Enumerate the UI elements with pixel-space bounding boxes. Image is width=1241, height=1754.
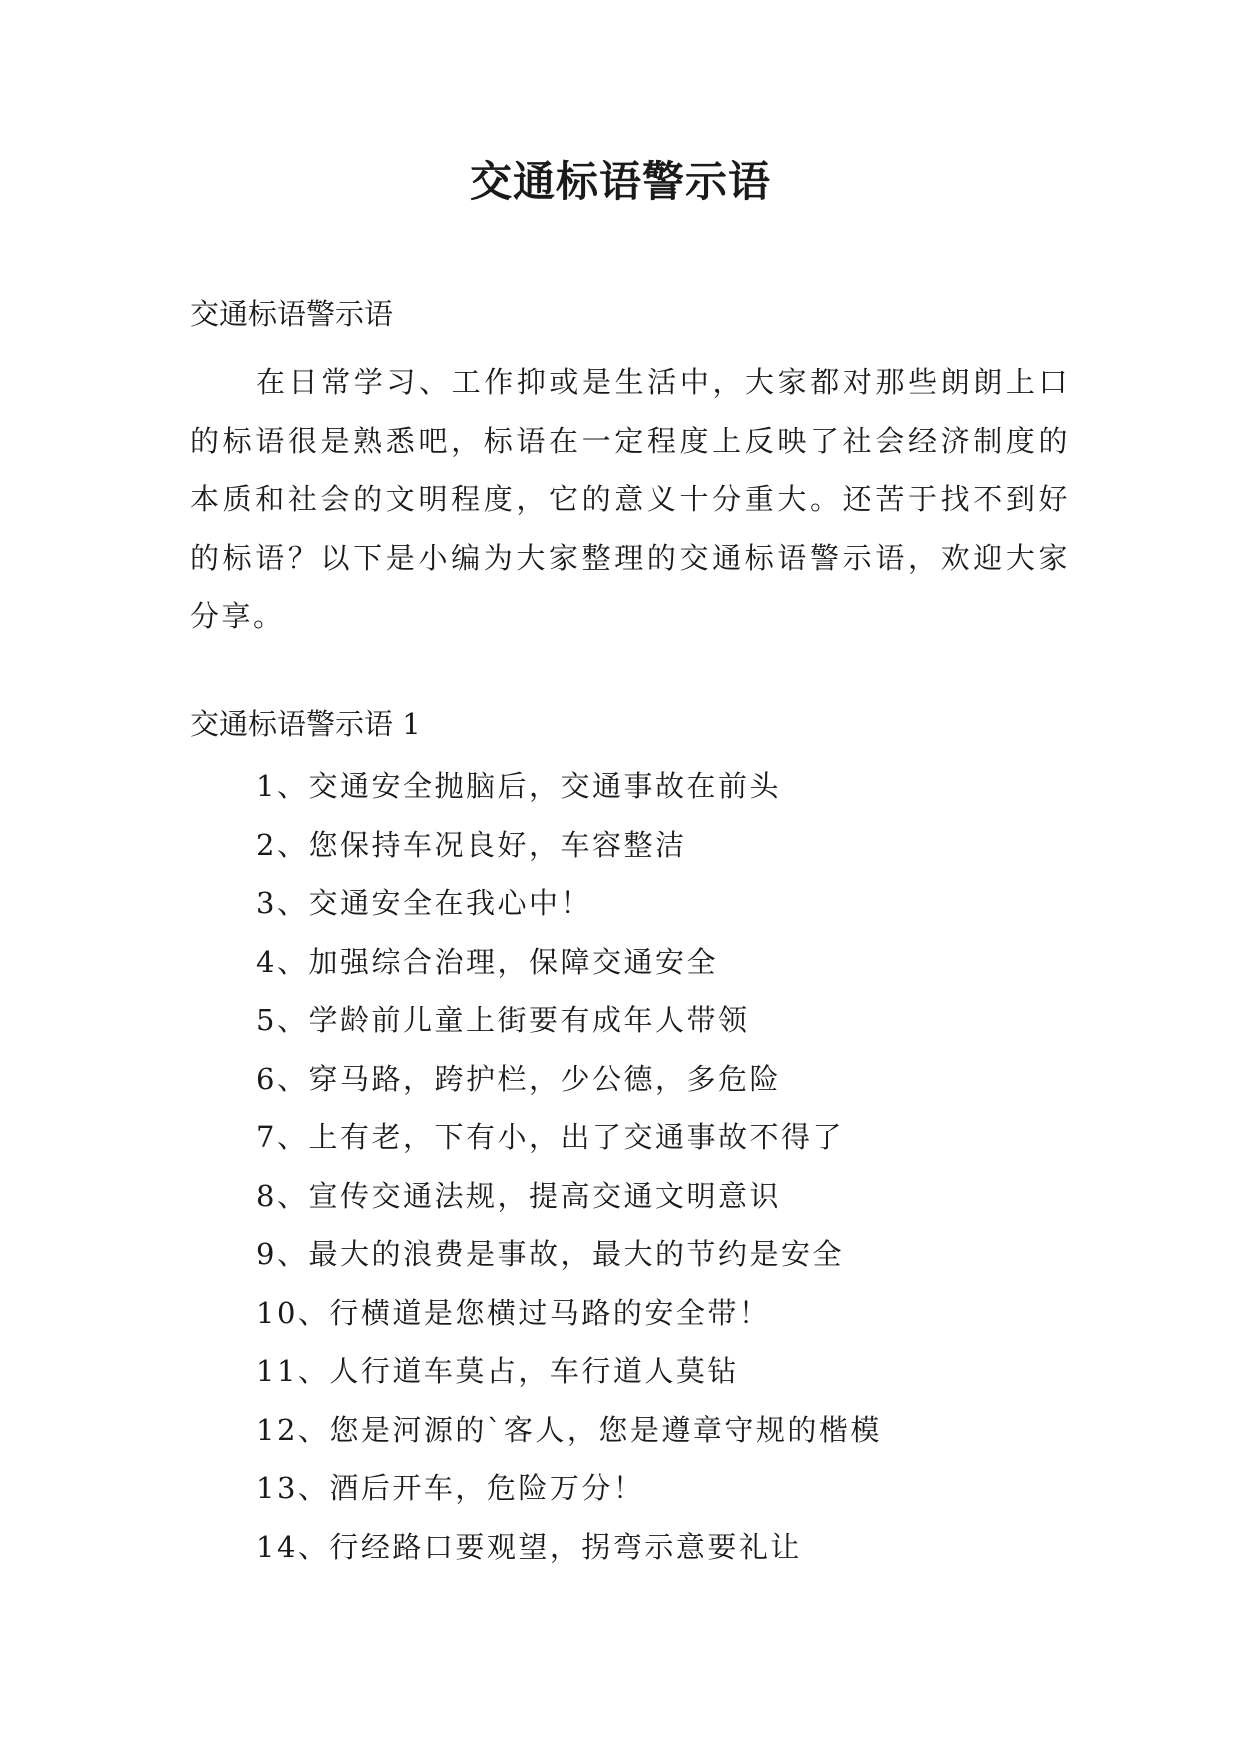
slogan-item: 4、加强综合治理，保障交通安全 xyxy=(256,944,718,979)
slogan-item: 1、交通安全抛脑后，交通事故在前头 xyxy=(256,769,781,803)
slogan-item: 6、穿马路，跨护栏，少公德，多危险 xyxy=(256,1061,781,1096)
slogan-list xyxy=(256,757,882,1576)
section-heading: 交通标语警示语 1 xyxy=(190,707,421,741)
slogan-item: 5、学龄前儿童上街要有成年人带领 xyxy=(256,1003,750,1037)
slogan-item: 9、最大的浪费是事故，最大的节约是安全 xyxy=(256,1237,844,1271)
slogan-item: 14、行经路口要观望，拐弯示意要礼让 xyxy=(256,1529,802,1564)
slogan-item: 2、您保持车况良好，车容整洁 xyxy=(256,827,687,862)
slogan-item: 3、交通安全在我心中！ xyxy=(256,886,592,920)
document-subtitle: 交通标语警示语 xyxy=(190,297,394,331)
slogan-item: 12、您是河源的`客人，您是遵章守规的楷模 xyxy=(256,1412,882,1447)
intro-paragraph: 在日常学习、工作抑或是生活中，大家都对那些朗朗上口的标语很是熟悉吧，标语在一定程度上反映了社会经济制度的本质和社会的文明程度，它的意义十分重大。还苦于找不到好的标语？以下是小编为大家整理的交通标语警示语，欢迎大家分享。 xyxy=(190,365,1070,633)
slogan-item: 10、行横道是您横过马路的安全带！ xyxy=(256,1295,771,1330)
slogan-item: 13、酒后开车，危险万分！ xyxy=(256,1471,645,1505)
document-title: 交通标语警示语 xyxy=(469,157,771,206)
slogan-item: 11、人行道车莫占，车行道人莫钻 xyxy=(256,1354,739,1388)
slogan-item: 8、宣传交通法规，提高交通文明意识 xyxy=(256,1178,781,1213)
slogan-item: 7、上有老，下有小，出了交通事故不得了 xyxy=(256,1120,844,1154)
